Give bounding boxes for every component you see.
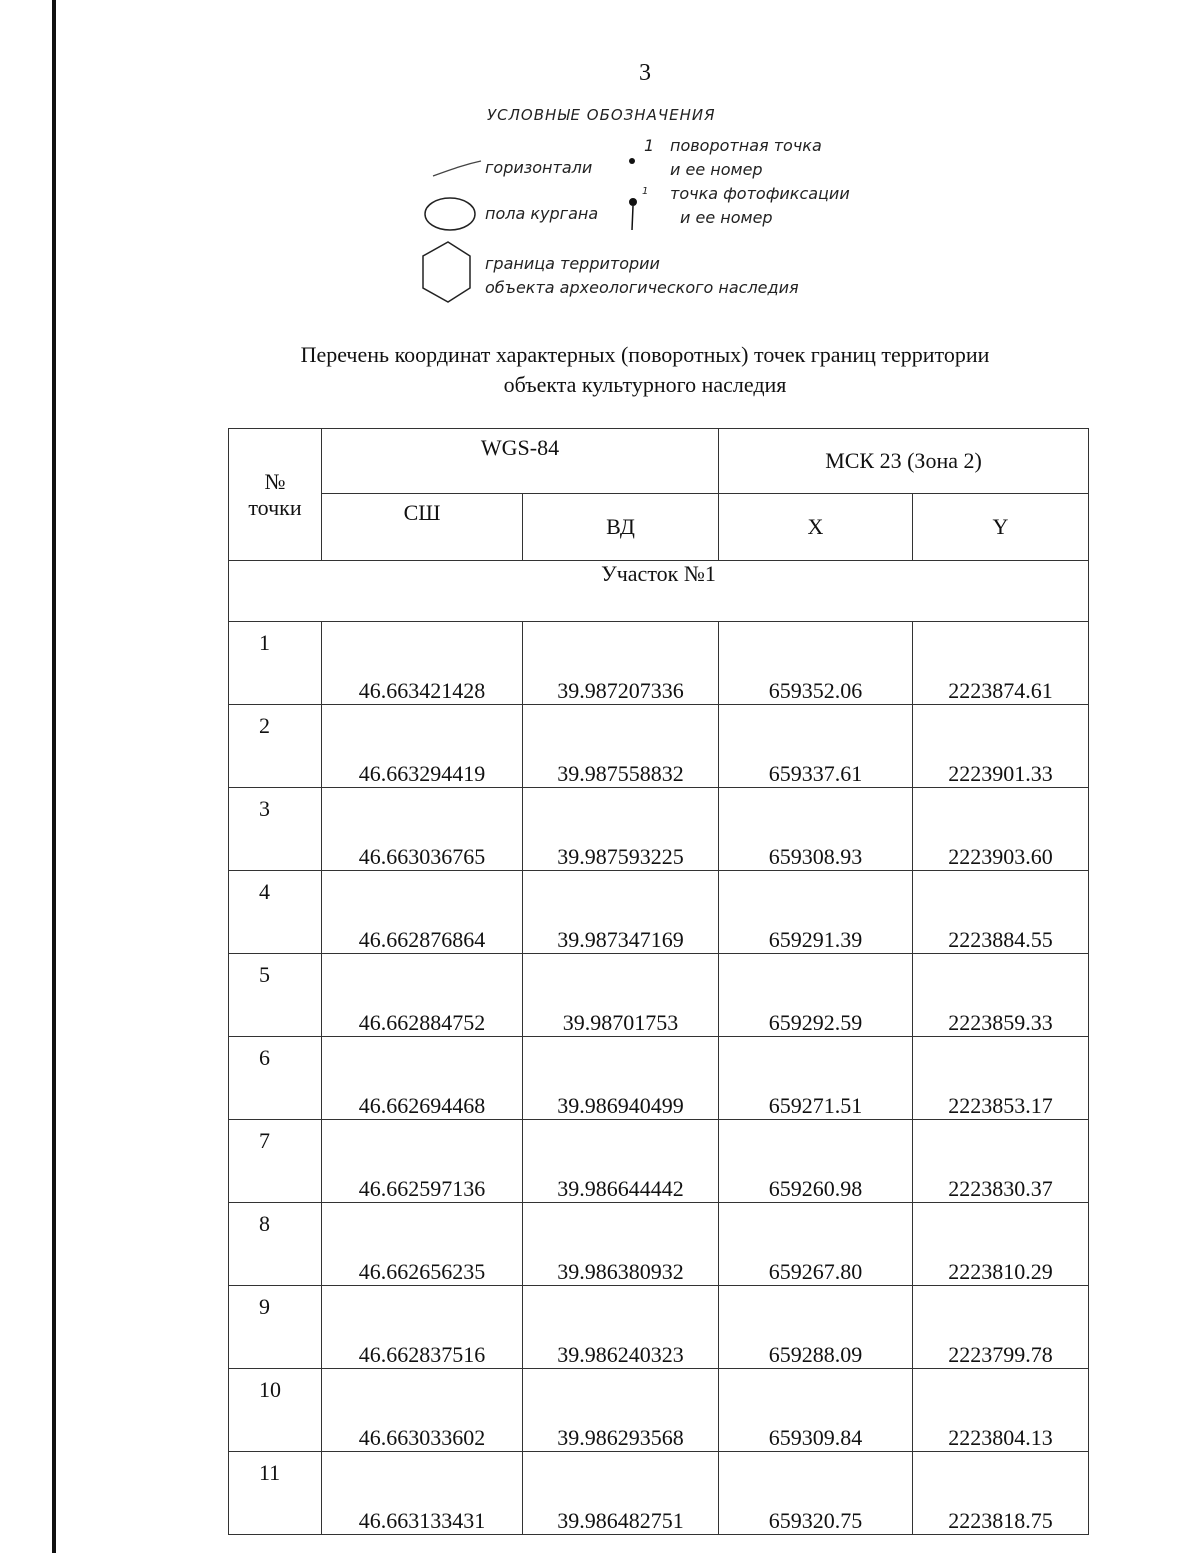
latitude-cell: 46.662656235	[322, 1203, 523, 1286]
point-number-cell: 1	[229, 622, 322, 705]
turn-point-icon	[629, 158, 635, 164]
point-number-cell: 3	[229, 788, 322, 871]
x-cell: 659291.39	[719, 871, 913, 954]
document-title	[0, 340, 1200, 400]
x-cell: 659292.59	[719, 954, 913, 1037]
y-cell: 2223903.60	[913, 788, 1089, 871]
table-row	[229, 622, 1089, 705]
y-cell: 2223799.78	[913, 1286, 1089, 1369]
table-row	[229, 1203, 1089, 1286]
point-number-cell: 8	[229, 1203, 322, 1286]
longitude-cell: 39.986482751	[523, 1452, 719, 1535]
legend-turn-point-line1: поворотная точка	[670, 136, 822, 155]
mound-ellipse-icon	[425, 198, 475, 230]
longitude-cell: 39.986240323	[523, 1286, 719, 1369]
point-number-header-line1: №	[264, 468, 286, 494]
x-cell: 659352.06	[719, 622, 913, 705]
legend-photo-point-sample: 1	[642, 186, 649, 197]
y-cell: 2223901.33	[913, 705, 1089, 788]
table-row	[229, 1452, 1089, 1535]
point-number-cell: 6	[229, 1037, 322, 1120]
x-cell: 659320.75	[719, 1452, 913, 1535]
x-cell: 659309.84	[719, 1369, 913, 1452]
point-number-cell: 7	[229, 1120, 322, 1203]
y-cell: 2223818.75	[913, 1452, 1089, 1535]
y-cell: 2223874.61	[913, 622, 1089, 705]
y-cell: 2223810.29	[913, 1203, 1089, 1286]
table-body	[229, 622, 1089, 1535]
table-row	[229, 1037, 1089, 1120]
wgs84-header: WGS-84	[322, 429, 719, 494]
table-row	[229, 954, 1089, 1037]
point-number-header-line2: точки	[248, 494, 302, 520]
table-row	[229, 1369, 1089, 1452]
point-number-header	[229, 429, 322, 561]
x-cell: 659308.93	[719, 788, 913, 871]
x-cell: 659288.09	[719, 1286, 913, 1369]
table-row	[229, 1120, 1089, 1203]
page-number: 3	[639, 60, 651, 86]
x-cell: 659267.80	[719, 1203, 913, 1286]
y-cell: 2223830.37	[913, 1120, 1089, 1203]
longitude-cell: 39.986293568	[523, 1369, 719, 1452]
legend-turn-point-sample: 1	[644, 136, 655, 155]
legend-contours-label: горизонтали	[485, 158, 593, 177]
contour-line-icon	[433, 161, 481, 176]
y-cell: 2223804.13	[913, 1369, 1089, 1452]
longitude-cell: 39.987558832	[523, 705, 719, 788]
y-cell: 2223853.17	[913, 1037, 1089, 1120]
photo-point-stem-icon	[632, 206, 633, 230]
legend-title: УСЛОВНЫЕ ОБОЗНАЧЕНИЯ	[487, 106, 716, 124]
longitude-cell: 39.987207336	[523, 622, 719, 705]
x-cell: 659260.98	[719, 1120, 913, 1203]
section-row	[229, 561, 1089, 622]
point-number-cell: 5	[229, 954, 322, 1037]
longitude-cell: 39.986380932	[523, 1203, 719, 1286]
longitude-cell: 39.98701753	[523, 954, 719, 1037]
legend-photo-point-line2: и ее номер	[680, 208, 773, 227]
latitude-cell: 46.663033602	[322, 1369, 523, 1452]
latitude-cell: 46.662694468	[322, 1037, 523, 1120]
msk23-header: МСК 23 (Зона 2)	[719, 429, 1089, 494]
photo-point-icon	[629, 198, 637, 206]
legend-boundary-line2: объекта археологического наследия	[485, 278, 799, 297]
latitude-cell: 46.662837516	[322, 1286, 523, 1369]
legend	[415, 100, 885, 310]
latitude-cell: 46.663036765	[322, 788, 523, 871]
table-header-row	[229, 429, 1089, 494]
longitude-cell: 39.986940499	[523, 1037, 719, 1120]
latitude-cell: 46.662884752	[322, 954, 523, 1037]
latitude-cell: 46.663421428	[322, 622, 523, 705]
document-title-line2: объекта культурного наследия	[503, 372, 787, 397]
point-number-cell: 9	[229, 1286, 322, 1369]
x-cell: 659337.61	[719, 705, 913, 788]
y-header: Y	[913, 494, 1089, 561]
point-number-cell: 11	[229, 1452, 322, 1535]
longitude-header: ВД	[523, 494, 719, 561]
longitude-cell: 39.987593225	[523, 788, 719, 871]
boundary-hexagon-icon	[423, 242, 470, 302]
table-subheader-row	[229, 494, 1089, 561]
y-cell: 2223859.33	[913, 954, 1089, 1037]
point-number-cell: 10	[229, 1369, 322, 1452]
table-row	[229, 788, 1089, 871]
point-number-cell: 2	[229, 705, 322, 788]
legend-mound-label: пола кургана	[485, 204, 599, 223]
table-row	[229, 871, 1089, 954]
latitude-cell: 46.663294419	[322, 705, 523, 788]
x-header: X	[719, 494, 913, 561]
legend-photo-point-line1: точка фотофиксации	[670, 184, 850, 203]
scan-edge-line	[52, 0, 56, 1553]
section-label: Участок №1	[229, 561, 1089, 622]
legend-turn-point-line2: и ее номер	[670, 160, 763, 179]
table-row	[229, 705, 1089, 788]
legend-boundary-line1: граница территории	[485, 254, 660, 273]
latitude-header: СШ	[322, 494, 523, 561]
table-row	[229, 1286, 1089, 1369]
longitude-cell: 39.987347169	[523, 871, 719, 954]
x-cell: 659271.51	[719, 1037, 913, 1120]
latitude-cell: 46.662597136	[322, 1120, 523, 1203]
coordinates-table	[228, 428, 1089, 1535]
y-cell: 2223884.55	[913, 871, 1089, 954]
document-title-line1: Перечень координат характерных (поворотных) точек границ территории	[300, 342, 990, 367]
point-number-cell: 4	[229, 871, 322, 954]
latitude-cell: 46.662876864	[322, 871, 523, 954]
longitude-cell: 39.986644442	[523, 1120, 719, 1203]
latitude-cell: 46.663133431	[322, 1452, 523, 1535]
